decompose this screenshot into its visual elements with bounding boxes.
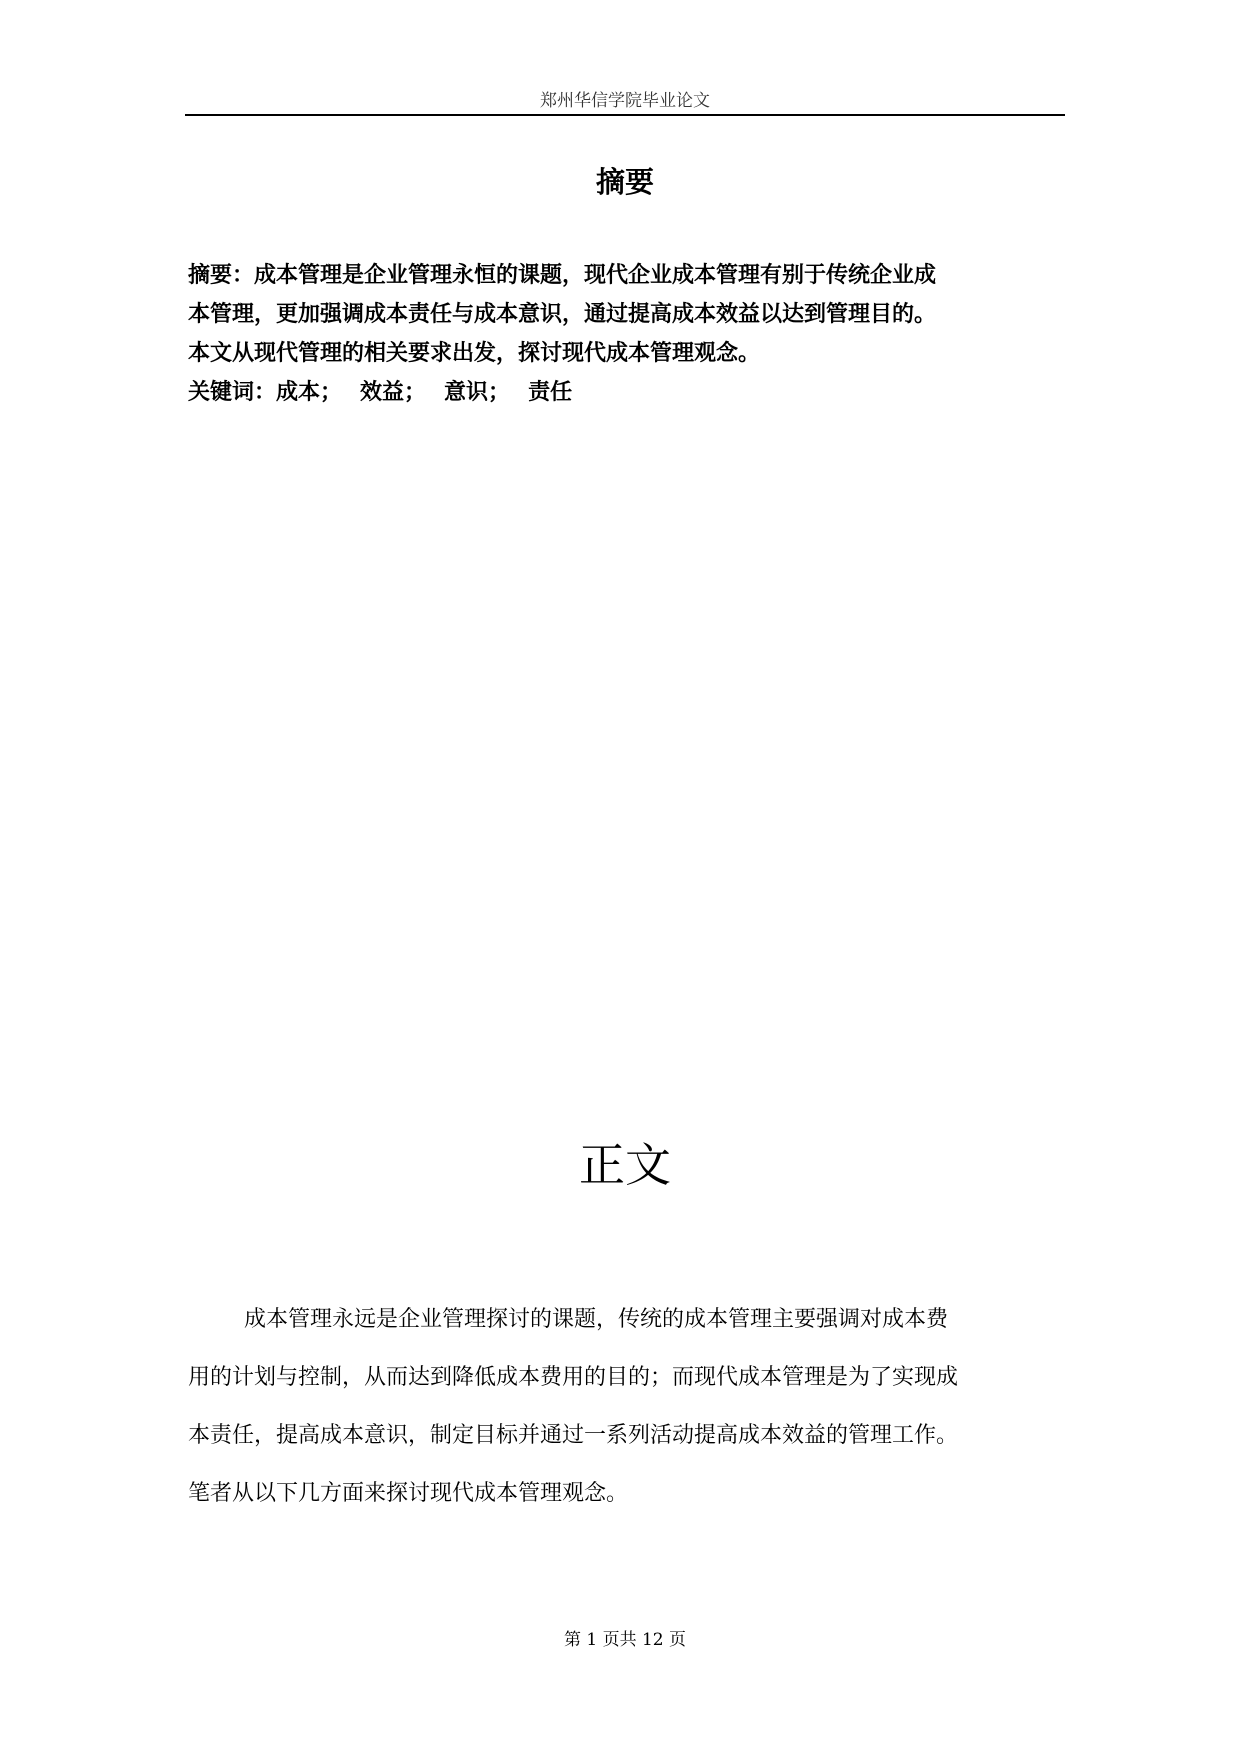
keywords-label: 关键词： [188, 380, 277, 405]
keywords-line [188, 373, 1058, 412]
keyword: 责任 [528, 380, 573, 405]
abstract-title: 摘要 [595, 165, 654, 199]
body-line: 本责任，提高成本意识，制定目标并通过一系列活动提高成本效益的管理工作。 [188, 1423, 959, 1448]
abstract-line: 摘要：成本管理是企业管理永恒的课题，现代企业成本管理有别于传统企业成 [188, 263, 937, 288]
body-line: 笔者从以下几方面来探讨现代成本管理观念。 [188, 1481, 629, 1506]
page-number: 第 1 页共 12 页 [563, 1630, 687, 1650]
abstract-section [188, 256, 1058, 412]
body-title: 正文 [579, 1138, 671, 1192]
keyword: 成本； [276, 380, 343, 405]
abstract-line: 本文从现代管理的相关要求出发，探讨现代成本管理观念。 [188, 341, 761, 366]
body-line: 用的计划与控制，从而达到降低成本费用的目的；而现代成本管理是为了实现成 [188, 1365, 959, 1390]
abstract-line: 本管理，更加强调成本责任与成本意识，通过提高成本效益以达到管理目的。 [188, 302, 937, 327]
header-divider [185, 114, 1065, 116]
keyword: 效益； [360, 380, 427, 405]
body-paragraph [188, 1291, 1060, 1523]
page-header: 郑州华信学院毕业论文 [540, 91, 710, 111]
keyword: 意识； [444, 380, 511, 405]
body-line: 成本管理永远是企业管理探讨的课题，传统的成本管理主要强调对成本费 [244, 1307, 949, 1332]
